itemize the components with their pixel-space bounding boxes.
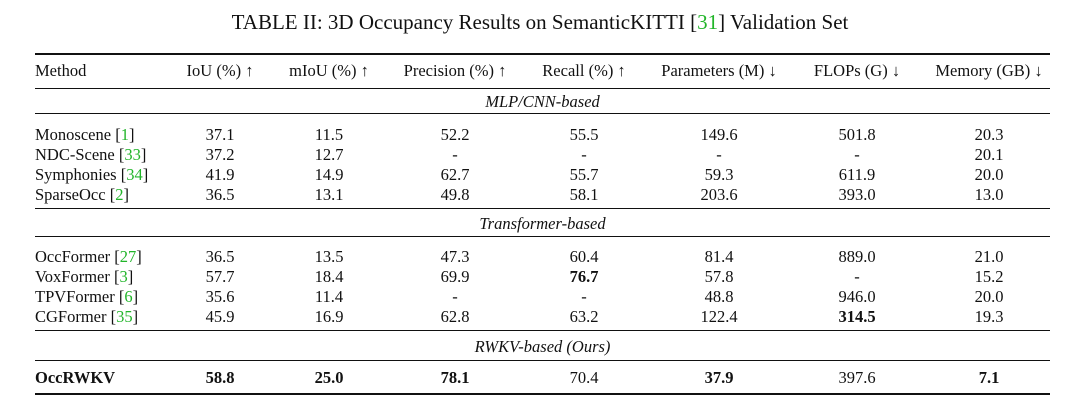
value-cell: 611.9 [838,165,876,184]
value-cell: 149.6 [700,125,738,144]
value-cell: 47.3 [440,247,470,266]
value-cell: 62.7 [440,165,470,184]
header-recall: Recall (%) ↑ [542,61,626,80]
header-flops: FLOPs (G) ↓ [813,61,901,80]
bottom-rule [35,393,1050,395]
value-cell: 41.9 [205,165,235,184]
citation-link[interactable]: 3 [119,267,128,286]
value-cell: 946.0 [838,287,876,306]
value-cell: 55.5 [569,125,599,144]
value-cell: 58.1 [569,185,599,204]
method-name: SparseOcc [2] [35,185,129,204]
value-cell: 59.3 [704,165,734,184]
citation-link[interactable]: 33 [124,145,141,164]
caption-prefix: TABLE II: 3D Occupancy Results on SemanticKITTI [ [231,10,698,34]
section-title: MLP/CNN-based [485,92,600,111]
value-cell: 20.0 [974,287,1004,306]
table-row [0,145,1080,165]
section-title: RWKV-based (Ours) [474,337,611,356]
value-cell: 49.8 [440,185,470,204]
value-cell: 37.1 [205,125,235,144]
value-cell: - [581,145,587,164]
method-label: Symphonies [35,165,117,184]
value-cell: 13.5 [314,247,344,266]
section-end-rule [35,330,1050,331]
section-rule [35,360,1050,361]
value-cell: 78.1 [440,368,470,387]
value-cell: 25.0 [314,368,344,387]
citation-link[interactable]: 2 [115,185,124,204]
value-cell: 12.7 [314,145,344,164]
method-name: Monoscene [1] [35,125,135,144]
value-cell: - [854,267,860,286]
value-cell: 13.1 [314,185,344,204]
value-cell: 20.1 [974,145,1004,164]
value-cell: 76.7 [569,267,599,286]
table-row [0,125,1080,145]
header-row [0,61,1080,81]
header-memory: Memory (GB) ↓ [935,61,1043,80]
method-label: OccFormer [35,247,111,266]
method-label: Monoscene [35,125,112,144]
value-cell: 15.2 [974,267,1004,286]
method-name: CGFormer [35] [35,307,139,326]
table-row [0,185,1080,205]
value-cell: 37.9 [704,368,734,387]
table-row [0,307,1080,327]
method-label: VoxFormer [35,267,110,286]
value-cell: 14.9 [314,165,344,184]
caption-ref-link[interactable]: 31 [697,10,719,34]
value-cell: 21.0 [974,247,1004,266]
value-cell: 37.2 [205,145,235,164]
header-miou: mIoU (%) ↑ [289,61,369,80]
method-label: SparseOcc [35,185,106,204]
value-cell: 69.9 [440,267,470,286]
value-cell: 11.5 [314,125,344,144]
value-cell: 35.6 [205,287,235,306]
header-iou: IoU (%) ↑ [186,61,254,80]
value-cell: 57.8 [704,267,734,286]
value-cell: 62.8 [440,307,470,326]
table-row [0,368,1080,388]
value-cell: 7.1 [978,368,1000,387]
citation-link[interactable]: 6 [124,287,133,306]
value-cell: 122.4 [700,307,738,326]
method-label: CGFormer [35,307,107,326]
section-end-rule [35,208,1050,209]
value-cell: 18.4 [314,267,344,286]
value-cell: 70.4 [569,368,599,387]
table-caption [0,10,1080,35]
table-row [0,165,1080,185]
value-cell: 203.6 [700,185,738,204]
value-cell: 889.0 [838,247,876,266]
value-cell: - [581,287,587,306]
top-rule [35,53,1050,55]
table-row [0,247,1080,267]
header-method: Method [35,61,87,80]
value-cell: 19.3 [974,307,1004,326]
value-cell: 81.4 [704,247,734,266]
value-cell: 11.4 [314,287,344,306]
value-cell: - [716,145,722,164]
value-cell: 20.3 [974,125,1004,144]
value-cell: - [452,145,458,164]
header-precision: Precision (%) ↑ [403,61,507,80]
method-name: Symphonies [34] [35,165,149,184]
method-name: NDC-Scene [33] [35,145,147,164]
method-name: OccFormer [27] [35,247,142,266]
method-label: TPVFormer [35,287,115,306]
section-title: Transformer-based [479,214,606,233]
value-cell: 13.0 [974,185,1004,204]
table-row [0,287,1080,307]
value-cell: 36.5 [205,185,235,204]
value-cell: 501.8 [838,125,876,144]
section-rule [35,113,1050,114]
value-cell: 393.0 [838,185,876,204]
value-cell: 48.8 [704,287,734,306]
citation-link[interactable]: 34 [126,165,143,184]
method-label: NDC-Scene [35,145,115,164]
value-cell: 16.9 [314,307,344,326]
citation-link[interactable]: 1 [120,125,129,144]
table-row [0,267,1080,287]
section-rule [35,236,1050,237]
value-cell: 57.7 [205,267,235,286]
value-cell: 52.2 [440,125,470,144]
method-label: OccRWKV [35,368,116,387]
citation-link[interactable]: 27 [119,247,137,266]
citation-link[interactable]: 35 [116,307,133,326]
value-cell: 55.7 [569,165,599,184]
value-cell: 45.9 [205,307,235,326]
value-cell: 58.8 [205,368,235,387]
method-name: VoxFormer [3] [35,267,134,286]
value-cell: 20.0 [974,165,1004,184]
value-cell: 63.2 [569,307,599,326]
value-cell: - [854,145,860,164]
caption-suffix: ] Validation Set [718,10,849,34]
method-name: TPVFormer [6] [35,287,139,306]
value-cell: - [452,287,458,306]
header-parameters: Parameters (M) ↓ [661,61,777,80]
header-rule [35,88,1050,89]
value-cell: 397.6 [838,368,876,387]
method-name [35,368,115,388]
value-cell: 36.5 [205,247,235,266]
value-cell: 314.5 [838,307,876,326]
value-cell: 60.4 [569,247,599,266]
